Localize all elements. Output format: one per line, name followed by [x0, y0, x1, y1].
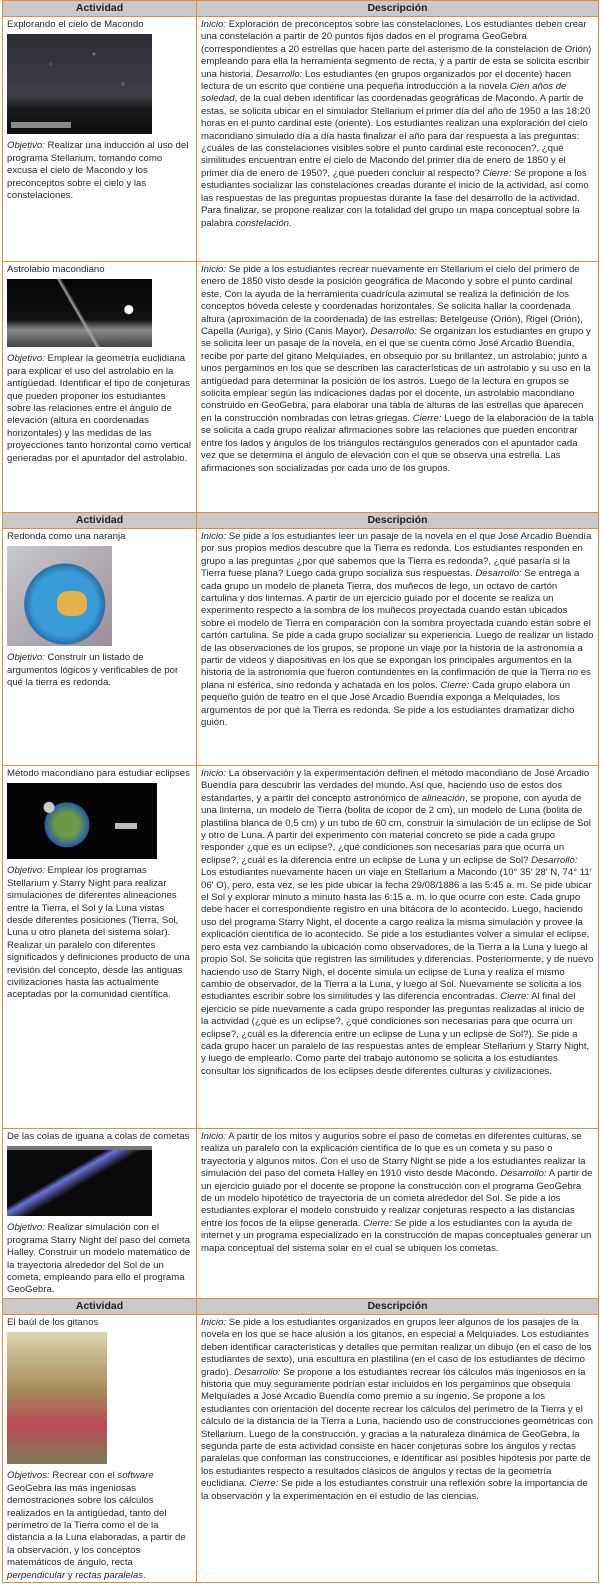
objective-text: . — [143, 1569, 146, 1581]
column-header-activity: Actividad — [3, 1, 197, 17]
activity-description — [197, 1315, 599, 1583]
objective-text: Objetivos: — [7, 1470, 50, 1482]
activity-title: Astrolabio macondiano — [7, 264, 105, 275]
activity-row — [3, 1129, 599, 1299]
description-text: La observación y la experimentación definen el método macondiano de José Arcadio Buendía para descubrir las verdades del mundo. Así que, haciendo uso de estos dos estandartes, y a partir del concepto astronómico de — [201, 768, 590, 804]
description-text: Se pide a los estudiantes recrear nuevamente en Stellarium el cielo del primero de enero de 1850 visto desde la posición geográfica de Macondo y sobre el punto cardinal este. Con la ayuda de la herramienta cuadrícula azimutal se realiza la definición de los conceptos bóveda celeste y coordenadas horizontales. Se solicita hallar la coordenada altura (aproximación de la coordenada) de las estrellas: Betelgeuse (Orión), Rigel (Orión), Capella (Auriga), y Sirio (Canis Mayor). — [201, 264, 583, 338]
activity-row — [3, 262, 599, 513]
activity-objective — [7, 652, 192, 689]
activity-description — [197, 262, 599, 513]
description-text: Desarrollo: — [500, 1168, 547, 1180]
description-text: Desarrollo: — [475, 568, 522, 580]
activity-objective — [7, 353, 192, 465]
activity-row — [3, 766, 599, 1129]
description-text: Cada grupo elabora un pequeño guión de teatro en el que José Arcadio Buendía exponga a Melquiades, los argumentos de por qué la Tierra es redonda. Se pide a los estudiantes dramatizar dicho guión. — [201, 679, 575, 729]
activity-cell — [3, 262, 197, 513]
activity-row — [3, 1315, 599, 1583]
description-text: alineación — [421, 792, 465, 804]
activity-title: Método macondiano para estudiar eclipses — [7, 768, 190, 779]
description-text: , se propone, con ayuda de una linterna, un modelo de Tierra (bolita de icopor de 2 cm), un modelo de Luna (bolita de plastilina blanca de 0,5 cm) y un tubo de 60 cm, construir la simulación de un eclipse de Sol y otro de Luna. A partir del experimento con material concreto se pide a cada grupo responder ¿qué es un eclipse?, ¿qué condiciones son necesarias para que ocurra un eclipse?, ¿cuál es la diferencia entre un eclipse de Luna y un eclipse de Sol? — [201, 792, 591, 866]
description-text: Se pide a los estudiantes construir una reflexión sobre la importancia de la observación y la experimentación en el estudio de las ciencias. — [201, 1478, 588, 1502]
objective-text: Objetivo: — [7, 353, 45, 365]
activity-objective — [7, 140, 192, 202]
objective-text: Objetivo: — [7, 140, 45, 152]
comet-simulation-image — [7, 1146, 152, 1216]
description-text: Desarrollo: — [234, 1366, 281, 1378]
objective-text: GeoGebra las más ingeniosas demostraciones sobre los cálculos realizados en la antigüedad, tanto del perímetro de la Tierra como el de la distancia a la Luna elaboradas, a partir de la observación, y los conceptos matemáticos de ángulo, recta — [7, 1482, 186, 1569]
activity-description — [197, 1129, 599, 1299]
activity-description — [197, 17, 599, 262]
table-header-row — [3, 513, 599, 529]
gypsy-wagon-illustration-image — [7, 1332, 107, 1464]
objective-text: Objetivo: — [7, 1222, 45, 1234]
description-text: Cierre: — [440, 679, 470, 691]
activity-row — [3, 529, 599, 766]
activity-objective — [7, 1222, 192, 1296]
description-text: Se propone a los estudiantes recrear los cálculos más ingeniosos en la historia que muy seguramente podrían estar incluidos en los pergaminos que obsequia Melquíades a José Arcadio Buendía como premio a su ingenio. Se propone a los estudiantes con orientación del docente recrear los cálculos del perímetro de la Tierra y el cálculo de la distancia de la Tierra a Luna, haciendo uso de construcciones geométricas con Stellarium. Luego de la construcción, y gracias a la naturaleza dinámica de GeoGebra, la segunda parte de esta actividad consiste en hacer conjeturas sobre los ángulos y rectas paralelas que conforman las construcciones, e identificar así posibles hipótesis por parte de los estudiantes respecto a resultados clásicos de ángulos y rectas de la geometría euclidiana. — [201, 1366, 593, 1490]
earth-moon-eclipse-image — [7, 783, 157, 859]
column-header-activity: Actividad — [3, 1299, 197, 1315]
description-text: Se pide a los estudiantes con la ayuda de internet y un programa especializado en la construcción de mapas conceptuales generar un mapa conceptual del sistema solar en el cual se ubiquen los cometas. — [201, 1217, 592, 1254]
column-header-description: Descripción — [197, 513, 599, 529]
activity-cell — [3, 766, 197, 1129]
objective-text: Objetivo: — [7, 652, 45, 664]
table-header-row — [3, 1, 599, 17]
activity-cell — [3, 1129, 197, 1299]
description-text: Se organizan los estudiantes en grupo y se solicita leer un pasaje de la novela, en el que se cuenta cómo José Arcadio Buendía, recibe por parte del gitano Melquíades, en obsequio por su brillantez, un astrolabio; junto a unos pergaminos en los que se describen las características de un astrolabio y su uso en la antigüedad para determinar la posición de los astros. Luego de la lectura en grupos se solicita emplear según las indicaciones dadas por el docente, un astrolabio macondiano construido en GeoGebra, para elaborar una tabla de alturas de las estrellas que aparecen en la construcción nombradas con letras griegas. — [201, 326, 591, 424]
column-header-description: Descripción — [197, 1, 599, 17]
table-header-row — [3, 1299, 599, 1315]
description-text: Los estudiantes (en grupos organizados por el docente) hacen lectura de un escrito que contiene una pequeña introducción a la novela — [201, 68, 572, 93]
activity-cell — [3, 17, 197, 262]
description-text: Inicio: — [201, 531, 227, 542]
description-text: Se pide a los estudiantes leer un pasaje de la novela en el que José Arcadio Buendía por sus propios medios descubre que la Tierra es redonda. Los estudiantes responden en grupo a las preguntas ¿por qué sabemos que la Tierra es redonda?, ¿qué pasaría si la Tierra fuese plana? Luego cada grupo socializa sus respuestas. — [201, 531, 592, 580]
description-text: Inicio: — [201, 264, 227, 275]
objective-text: rectas paralelas — [75, 1569, 144, 1581]
description-text: constelación — [235, 217, 290, 229]
description-text: Desarrollo: — [370, 326, 417, 338]
description-text: Inicio: — [201, 768, 227, 779]
description-text: Luego de la elaboración de la tabla se solicita a cada grupo realizar afirmaciones sobre las relaciones que pueden encontrar entre los lados y ángulos de los triángulos rectángulos generados con el apuntador cada vez que se determina el ángulo de elevación con el que se observa una estrella. Las afirmaciones son socializadas por cada uno de los grupos. — [201, 412, 594, 474]
description-text: Se propone a los estudiantes socializar las constelaciones creadas durante el inicio de la actividad, así como las respuestas de las preguntas propuestas durante la fase del desarrollo de la actividad. Para finalizar, se propone realizar con la totalidad del grupo un mapa conceptual sobre la palabra — [201, 167, 589, 229]
objective-text: Construir un listado de argumentos lógicos y verificables de por qué la tierra es redonda. — [7, 652, 179, 689]
objective-text: Recrear con el — [49, 1470, 118, 1482]
activity-description — [197, 766, 599, 1129]
objective-text: Realizar una inducción al uso del programa Stellarium, tomando como excusa el cielo de Macondo y los preconceptos sobre el cielo y las constelaciones. — [7, 140, 189, 202]
night-sky-astrolabe-image — [7, 279, 152, 347]
objective-text: Emplear la geometría euclidiana para explicar el uso del astrolabio en la antigüedad. Identificar el tipo de conjeturas que pueden proponer los estudiantes sobre las relaciones entre el ángulo de elevación (altura en coordenadas horizontales) y las medidas de las proyecciones tanto horizontal como vertical generadas por el apuntador del astrolabio. — [7, 353, 191, 464]
description-text: Los estudiantes nuevamente hacen un viaje en Stellarium a Macondo (10° 35′ 28′ N, 74° 11′ 06′ O), pero, esta vez, se les pide ubicar la fecha 29/08/1886 a las 5:45 a. m. Se pide ubicar el Sol y explorar minuto a minuto hasta las 6:15 a. m. lo que ocurre con este. Cada grupo debe hacer el correspondiente registro en una bitácora de lo acontecido. Luego, haciendo uso del programa Starry Night, el docente a cargo realiza la misma simulación y provee la explicación científica de lo acontecido. Se pide a los estudiantes volver a simular el eclipse, pero esta vez cambiando la ubicación como observadores, de la Tierra a la Luna y luego al propio Sol. Se solicita que registren las similitudes y diferencias. Posteriormente, y de nuevo haciendo uso de Starry Nigh, el docente simula un eclipse de Luna y realiza el mismo cambio de observador, de la Tierra a la Luna, y luego al Sol. Nuevamente se solicita a los estudiantes escribir sobre los similitudes y las diferencia encontradas. — [201, 867, 594, 1003]
description-text: A partir de los mitos y augurios sobre el paso de cometas en diferentes culturas, se realiza un paralelo con la explicación científica de lo que es un cometa y su paso o trayectoria y algunos mitos. Con el uso de Starry Night se pide a los estudiantes realizar la simulación del paso del cometa Halley en 1910 visto desde Macondo. — [201, 1131, 586, 1180]
description-text: Inicio: — [201, 1317, 227, 1328]
description-text: Cierre: — [363, 1217, 392, 1229]
activity-title: De las colas de iguana a colas de cometas — [7, 1131, 190, 1142]
description-text: A partir de un ejercicio guiado por el docente se propone la construcción con el programa GeoGebra de un modelo hipotético de trayectoria de un cometa alrededor del Sol. Se pide a los estudiantes explorar el modelo construido y realizar conjeturas respecto a las distancias entre los focos de la elipse generada. — [201, 1168, 593, 1229]
activity-objective — [7, 865, 192, 1001]
starry-sky-screenshot-image — [7, 34, 152, 134]
activity-title: Explorando el cielo de Macondo — [7, 19, 144, 30]
description-text: Cierre: — [482, 167, 512, 179]
description-text: Cien años de soledad — [201, 81, 567, 105]
description-text: Desarrollo: — [255, 68, 303, 80]
globe-with-lego-figures-image — [7, 546, 112, 646]
description-text: , de la cual deben identificar las coordenadas geográficas de Macondo. A partir de estas, se solicita ubicar en el simulador Stellarium el primer día del año de 1950 a las 18:20 horas en el punto cardinal este (oriente). Los estudiantes realizan una exploración del cielo macondiano simulado día a día hasta finalizar el año para dar respuesta a las preguntas: ¿cuáles de las constelaciones visibles sobre el punto cardinal este reconocen?, ¿qué similitudes encuentran entre el cielo de Macondo del primer día de enero de 1850 y el primer día de enero de 1950?, ¿qué pueden concluir al respecto? — [201, 93, 591, 179]
objective-text: Realizar simulación con el programa Starry Night del paso del cometa Halley. Construir un modelo matemático de la trayectoria alrededor del Sol de un cometa, empleando para ello el programa GeoGebra. — [7, 1222, 191, 1296]
description-text: Inicio: — [201, 19, 227, 30]
activity-cell — [3, 529, 197, 766]
objective-text: y — [65, 1569, 76, 1581]
column-header-activity: Actividad — [3, 513, 197, 529]
description-text: Al final del ejercicio se pide nuevamente a cada grupo responder las preguntas realizadas al inicio de la actividad (¿qué es un eclipse?, ¿qué condiciones son necesarias para que ocurra un eclipse?, ¿cuál es la diferencia entre un eclipse de Luna y un eclipse de Sol?). Se pide a cada grupo hacer un paralelo de las respuestas antes de emplear Stellarium y Starry Night, y luego de emplearlo. Como parte del trabajo autónomo se solicita a los estudiantes consultar los significados de los eclipses desde diferentes culturas y civilizaciones. — [201, 991, 590, 1077]
description-text: Exploración de preconceptos sobre las constelaciones. Los estudiantes deben crear una constelación a partir de 20 puntos fijos dados en el programa GeoGebra (correspondientes a 20 estrellas que hacen parte del asterismo de la constelación de Orión) empleando para ella la herramienta segmento de recta, y a partir de esta se solicita escribir una historia. — [201, 19, 592, 80]
activity-objective — [7, 1470, 192, 1582]
description-text: Cierre: — [412, 412, 442, 424]
objective-text: Emplear los programas Stellarium y Starry Night para realizar simulaciones de diferentes alineaciones entre la Tierra, el Sol y la Luna vistas desde diferentes posiciones (Tierra, Sol, Luna u otro planeta del sistema solar). Realizar un paralelo con diferentes significados y definiciones producto de una revisión del concepto, desde las antiguas civilizaciones hasta las actualmente aceptadas por la comunidad científica. — [7, 865, 190, 1001]
description-text: Se pide a los estudiantes organizados en grupos leer algunos de los pasajes de la novela en los que se hace alusión a los gitanos, en especial a Melquíades. Los estudiantes deben identificar características y detalles que permitan realizar un dibujo (en el caso de los estudiantes de sexto), una escultura en plastilina (en el caso de los estudiantes de décimo grado). — [201, 1317, 592, 1378]
activity-title: Redonda como una naranja — [7, 531, 126, 542]
column-header-description: Descripción — [197, 1299, 599, 1315]
description-text: . — [289, 217, 292, 229]
description-text: Se entrega a cada grupo un modelo de planeta Tierra, dos muñecos de lego, un octavo de cartón cartulina y dos linternas. A partir de un ejercicio guiado por el docente se realiza un experimento respecto a la sombra de los muñecos proyectada cuando están ubicados sobre el modelo de Tierra en comparación con la sombra proyectada cuando están sobre el cartón cartulina. Se pide a cada grupo socializar su experiencia. Luego de realizar un listado de las observaciones de los grupos, se propone un viaje por la historia de la astronomía a partir de videos y diapositivas en los que se expongan los principales argumentos en la historia de la astronomía que fueron contundentes en la confirmación de que la Tierra no es plana ni esférica, sino redonda y achatada en los polos. — [201, 568, 594, 691]
activity-title: El baúl de los gitanos — [7, 1317, 99, 1328]
description-text: Cierre: — [500, 991, 529, 1003]
activity-description — [197, 529, 599, 766]
activity-row — [3, 17, 599, 262]
description-text: Cierre: — [249, 1478, 279, 1490]
description-text: Inicio: — [201, 1131, 227, 1142]
objective-text: Objetivo: — [7, 865, 45, 877]
objective-text: software — [117, 1470, 154, 1482]
activities-table-body — [3, 1, 599, 1583]
activity-cell — [3, 1315, 197, 1583]
objective-text: perpendicular — [7, 1569, 66, 1581]
description-text: Desarrollo: — [531, 854, 578, 866]
activities-table — [2, 0, 599, 1583]
